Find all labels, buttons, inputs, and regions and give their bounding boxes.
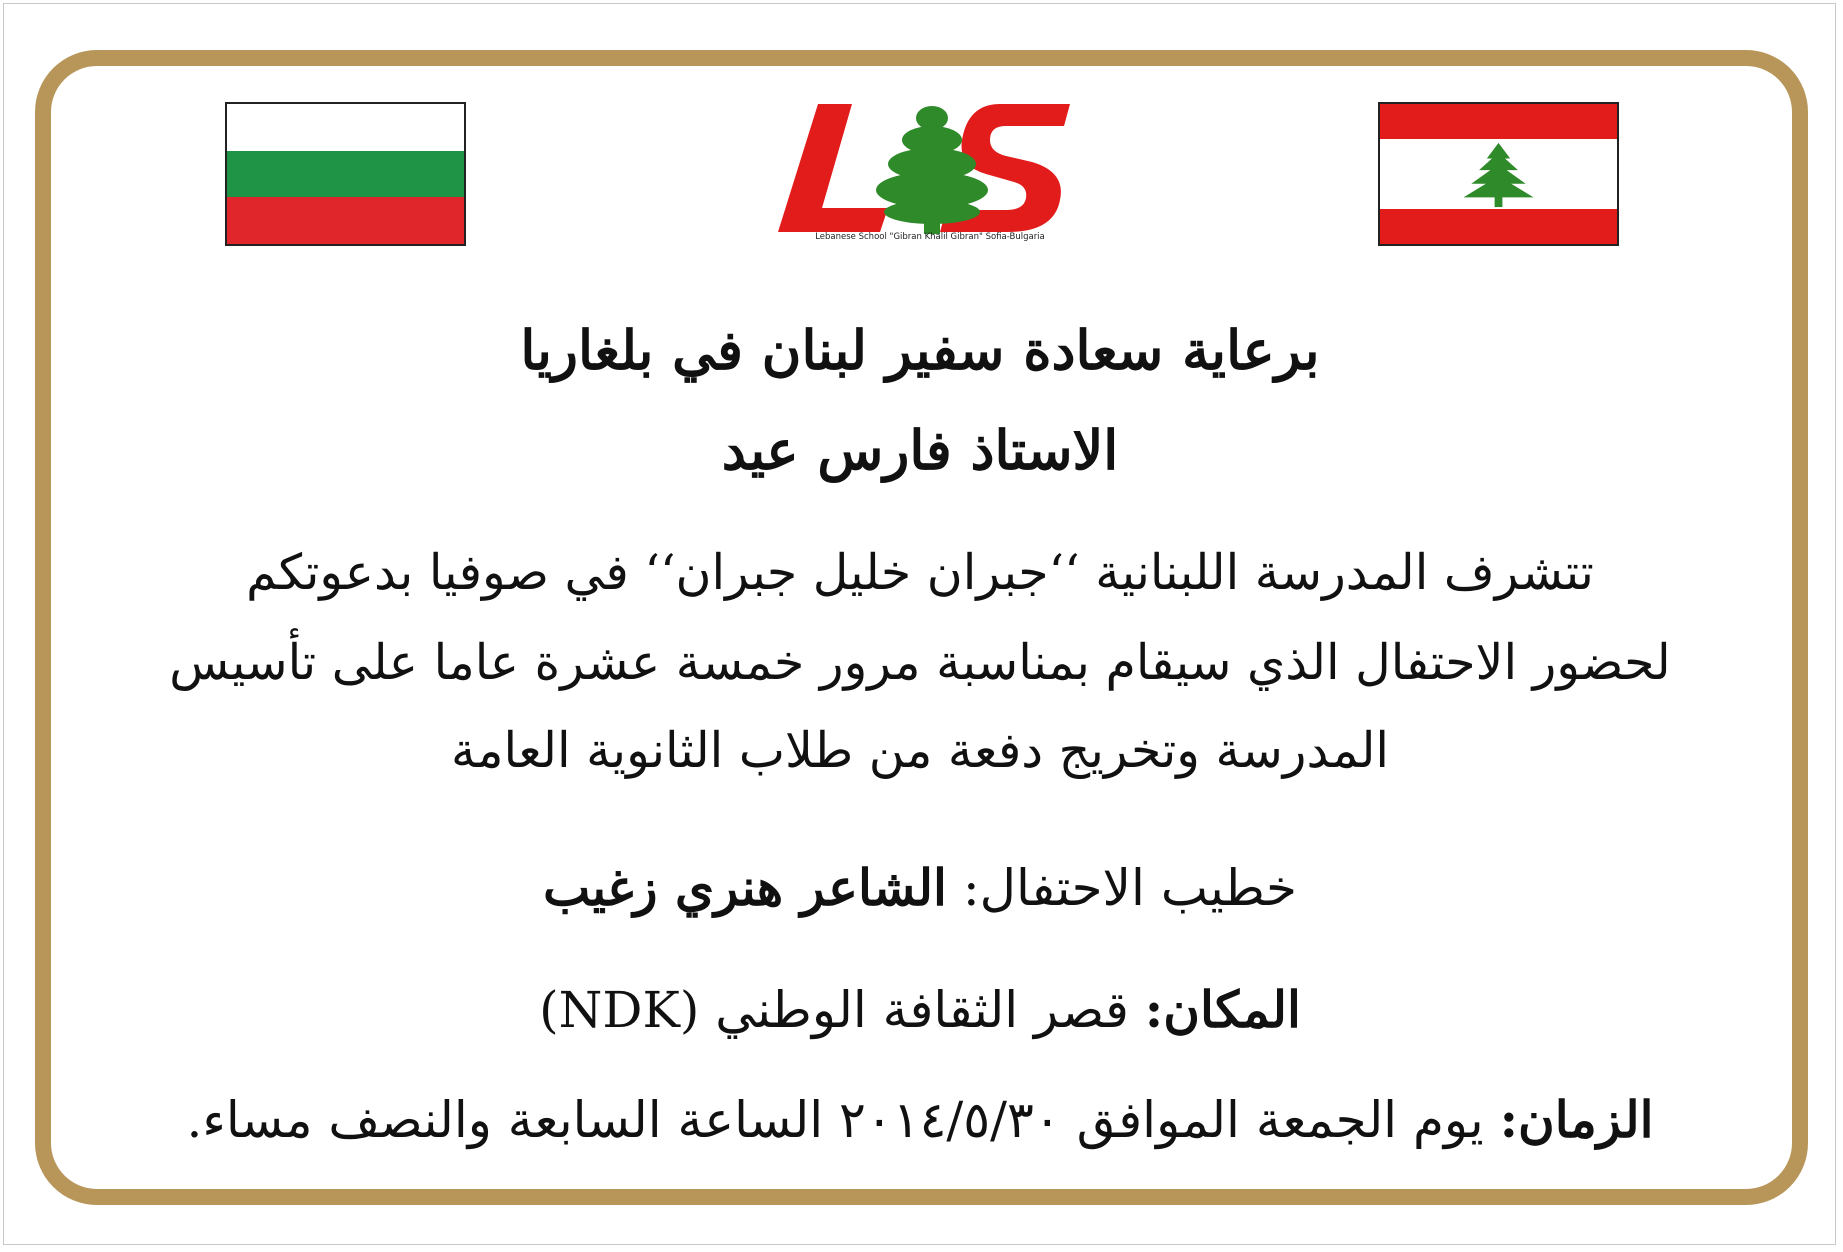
ambassador-name: الاستاذ فارس عيد xyxy=(721,418,1119,482)
invitation-line-2: لحضور الاحتفال الذي سيقام بمناسبة مرور خمسة عشرة عاما على تأسيس xyxy=(169,634,1671,691)
lebanon-flag-middle-band xyxy=(1380,139,1617,209)
lebanon-flag-top-band xyxy=(1380,104,1617,139)
bulgaria-flag-white-stripe xyxy=(227,104,464,151)
speaker-name: الشاعر هنري زغيب xyxy=(543,858,947,917)
speaker-row xyxy=(120,858,1720,917)
time-label: الزمان: xyxy=(1499,1090,1654,1149)
invitation-line-1: تتشرف المدرسة اللبنانية ‘‘جبران خليل جبران‘‘ في صوفيا بدعوتكم xyxy=(246,544,1594,601)
logo-caption: Lebanese School "Gibran Khalil Gibran" Sofia-Bulgaria xyxy=(815,232,1045,242)
time-value: يوم الجمعة الموافق ٢٠١٤/٥/٣٠ الساعة السابعة والنصف مساء. xyxy=(186,1091,1484,1149)
lebanon-flag-bottom-band xyxy=(1380,209,1617,244)
venue-row xyxy=(120,980,1720,1039)
lebanon-flag-icon xyxy=(1378,102,1619,246)
bulgaria-flag-green-stripe xyxy=(227,151,464,198)
patronage-line: برعاية سعادة سفير لبنان في بلغاريا xyxy=(520,318,1320,382)
school-logo xyxy=(770,96,1090,246)
bulgaria-flag-red-stripe xyxy=(227,197,464,244)
lis-cedar-logo-icon xyxy=(770,96,1090,246)
venue-label: المكان: xyxy=(1144,980,1301,1039)
cedar-tree-icon xyxy=(1380,139,1617,209)
bulgaria-flag-icon xyxy=(225,102,466,246)
time-row xyxy=(120,1090,1720,1149)
speaker-label: خطيب الاحتفال: xyxy=(962,859,1297,917)
invitation-line-3: المدرسة وتخريج دفعة من طلاب الثانوية العامة xyxy=(450,722,1390,779)
venue-value: قصر الثقافة الوطني (NDK) xyxy=(539,981,1129,1039)
